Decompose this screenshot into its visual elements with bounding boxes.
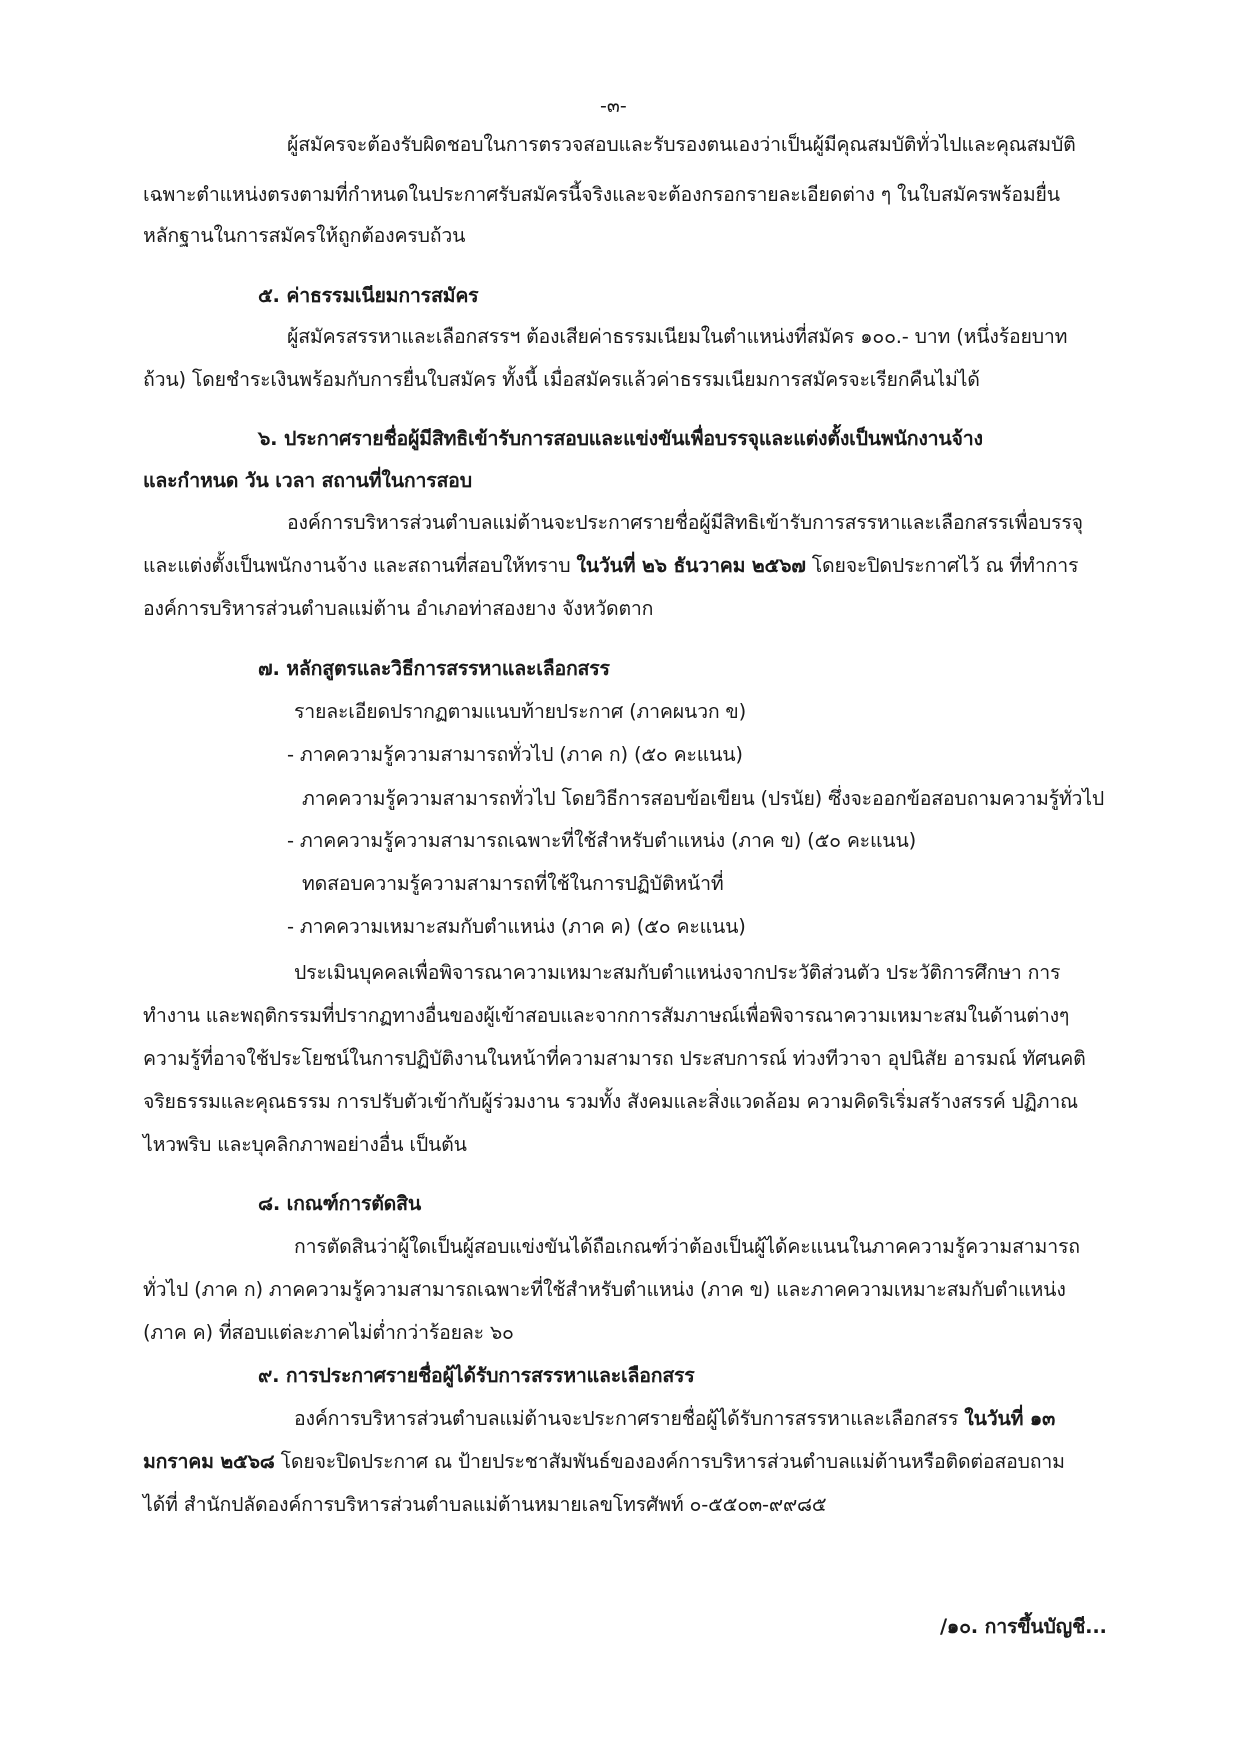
text-segment: และแต่งตั้งเป็นพนักงานจ้าง และสถานที่สอบให้ทราบ (143, 554, 577, 577)
text-line (258, 1361, 695, 1391)
text-line (143, 365, 980, 395)
bold-text: /๑๐. การขึ้นบัญชี... (940, 1615, 1107, 1638)
bold-text: ๘. เกณฑ์การตัดสิน (258, 1192, 421, 1215)
text-line (258, 654, 610, 684)
text-line (258, 424, 983, 454)
text-segment: ภาคความรู้ความสามารถทั่วไป โดยวิธีการสอบข้อเขียน (ปรนัย) ซึ่งจะออกข้อสอบถามความรู้ทั่วไป (302, 787, 1105, 810)
text-line (143, 1044, 1086, 1074)
bold-text: ๗. หลักสูตรและวิธีการสรรหาและเลือกสรร (258, 657, 610, 680)
text-segment: โดยจะปิดประกาศไว้ ณ ที่ทำการ (805, 554, 1079, 577)
text-line (287, 912, 746, 942)
text-line (287, 508, 1083, 538)
text-segment: ทั่วไป (ภาค ก) ภาคความรู้ความสามารถเฉพาะที่ใช้สำหรับตำแหน่ง (ภาค ข) และภาคความเหมาะสมกับตำแหน่ง (143, 1278, 1066, 1301)
text-segment: การตัดสินว่าผู้ใดเป็นผู้สอบแข่งขันได้ถือเกณฑ์ว่าต้องเป็นผู้ได้คะแนนในภาคความรู้ความสามารถ (294, 1235, 1080, 1258)
bold-text: ๕. ค่าธรรมเนียมการสมัคร (258, 284, 479, 307)
text-segment: โดยจะปิดประกาศ ณ ป้ายประชาสัมพันธ์ขององค์การบริหารส่วนตำบลแม่ต้านหรือติดต่อสอบถาม (274, 1450, 1065, 1473)
bold-text: ในวันที่ ๑๓ (964, 1407, 1056, 1430)
text-line (940, 1612, 1107, 1642)
text-line (287, 740, 743, 770)
text-line (143, 180, 1060, 210)
text-segment: ผู้สมัครสรรหาและเลือกสรรฯ ต้องเสียค่าธรรมเนียมในตำแหน่งที่สมัคร ๑๐๐.- บาท (หนึ่งร้อยบาท (287, 325, 1068, 348)
text-line (143, 1447, 1065, 1477)
text-segment: ถ้วน) โดยชำระเงินพร้อมกับการยื่นใบสมัคร ทั้งนี้ เมื่อสมัครแล้วค่าธรรมเนียมการสมัครจะเรียกคืนไม่ได้ (143, 368, 980, 391)
text-segment: องค์การบริหารส่วนตำบลแม่ต้านจะประกาศรายชื่อผู้ได้รับการสรรหาและเลือกสรร (294, 1407, 965, 1430)
text-segment: องค์การบริหารส่วนตำบลแม่ต้านจะประกาศรายชื่อผู้มีสิทธิเข้ารับการสรรหาและเลือกสรรเพื่อบรรจุ (287, 511, 1083, 534)
text-segment: ได้ที่ สำนักปลัดองค์การบริหารส่วนตำบลแม่ต้านหมายเลขโทรศัพท์ ๐-๕๕๐๓-๙๙๘๕ (143, 1493, 827, 1516)
text-segment: ประเมินบุคคลเพื่อพิจารณาความเหมาะสมกับตำแหน่งจากประวัติส่วนตัว ประวัติการศึกษา การ (294, 961, 1061, 984)
text-line (143, 466, 472, 496)
bold-text: และกำหนด วัน เวลา สถานที่ในการสอบ (143, 469, 472, 492)
text-line (302, 784, 1104, 814)
text-segment: องค์การบริหารส่วนตำบลแม่ต้าน อำเภอท่าสองยาง จังหวัดตาก (143, 597, 654, 620)
text-segment: ไหวพริบ และบุคลิกภาพอย่างอื่น เป็นต้น (143, 1133, 467, 1156)
bold-text: ๙. การประกาศรายชื่อผู้ได้รับการสรรหาและเลือกสรร (258, 1364, 695, 1387)
text-line (294, 1232, 1080, 1262)
text-segment: - ภาคความเหมาะสมกับตำแหน่ง (ภาค ค) (๕๐ คะแนน) (287, 915, 746, 938)
text-segment: (ภาค ค) ที่สอบแต่ละภาคไม่ต่ำกว่าร้อยละ ๖๐ (143, 1321, 514, 1344)
text-line (294, 958, 1060, 988)
text-segment: เฉพาะตำแหน่งตรงตามที่กำหนดในประกาศรับสมัครนี้จริงและจะต้องกรอกรายละเอียดต่าง ๆ ในใบสมัครพร้อมยื่น (143, 183, 1060, 206)
bold-text: ๖. ประกาศรายชื่อผู้มีสิทธิเข้ารับการสอบและแข่งขันเพื่อบรรจุและแต่งตั้งเป็นพนักงานจ้าง (258, 427, 983, 450)
text-line (143, 1275, 1066, 1305)
text-segment: หลักฐานในการสมัครให้ถูกต้องครบถ้วน (143, 224, 466, 247)
bold-text: ในวันที่ ๒๖ ธันวาคม ๒๕๖๗ (576, 554, 806, 577)
text-segment: จริยธรรมและคุณธรรม การปรับตัวเข้ากับผู้ร่วมงาน รวมทั้ง สังคมและสิ่งแวดล้อม ความคิดริเริ่มสร้างสรรค์ ปฏิภาณ (143, 1090, 1078, 1113)
text-line (143, 551, 1078, 581)
text-line (294, 1404, 1055, 1434)
text-line (143, 1087, 1078, 1117)
text-line (287, 130, 1076, 160)
text-line (143, 221, 465, 251)
text-line (294, 697, 746, 727)
text-segment: รายละเอียดปรากฏตามแนบท้ายประกาศ (ภาคผนวก ข) (294, 700, 746, 723)
bold-text: มกราคม ๒๕๖๘ (143, 1450, 275, 1473)
text-line (258, 1189, 421, 1219)
page-number: -๓- (600, 95, 627, 117)
text-line (143, 1130, 467, 1160)
text-segment: - ภาคความรู้ความสามารถเฉพาะที่ใช้สำหรับตำแหน่ง (ภาค ข) (๕๐ คะแนน) (287, 829, 916, 852)
text-line (143, 1490, 826, 1520)
text-segment: ทดสอบความรู้ความสามารถที่ใช้ในการปฏิบัติหน้าที่ (302, 872, 724, 895)
text-segment: - ภาคความรู้ความสามารถทั่วไป (ภาค ก) (๕๐ คะแนน) (287, 743, 743, 766)
text-line (143, 1318, 514, 1348)
text-segment: ความรู้ที่อาจใช้ประโยชน์ในการปฏิบัติงานในหน้าที่ความสามารถ ประสบการณ์ ท่วงทีวาจา อุปนิสัย อารมณ์ ทัศนคติ (143, 1047, 1086, 1070)
text-line (143, 1001, 1069, 1031)
text-line (143, 594, 653, 624)
text-segment: ผู้สมัครจะต้องรับผิดชอบในการตรวจสอบและรับรองตนเองว่าเป็นผู้มีคุณสมบัติทั่วไปและคุณสมบัติ (287, 133, 1076, 156)
text-line (258, 281, 478, 311)
text-segment: ทำงาน และพฤติกรรมที่ปรากฏทางอื่นของผู้เข้าสอบและจากการสัมภาษณ์เพื่อพิจารณาความเหมาะสมในด้านต่างๆ (143, 1004, 1070, 1027)
text-line (287, 826, 916, 856)
text-line (287, 322, 1067, 352)
text-line (302, 869, 724, 899)
